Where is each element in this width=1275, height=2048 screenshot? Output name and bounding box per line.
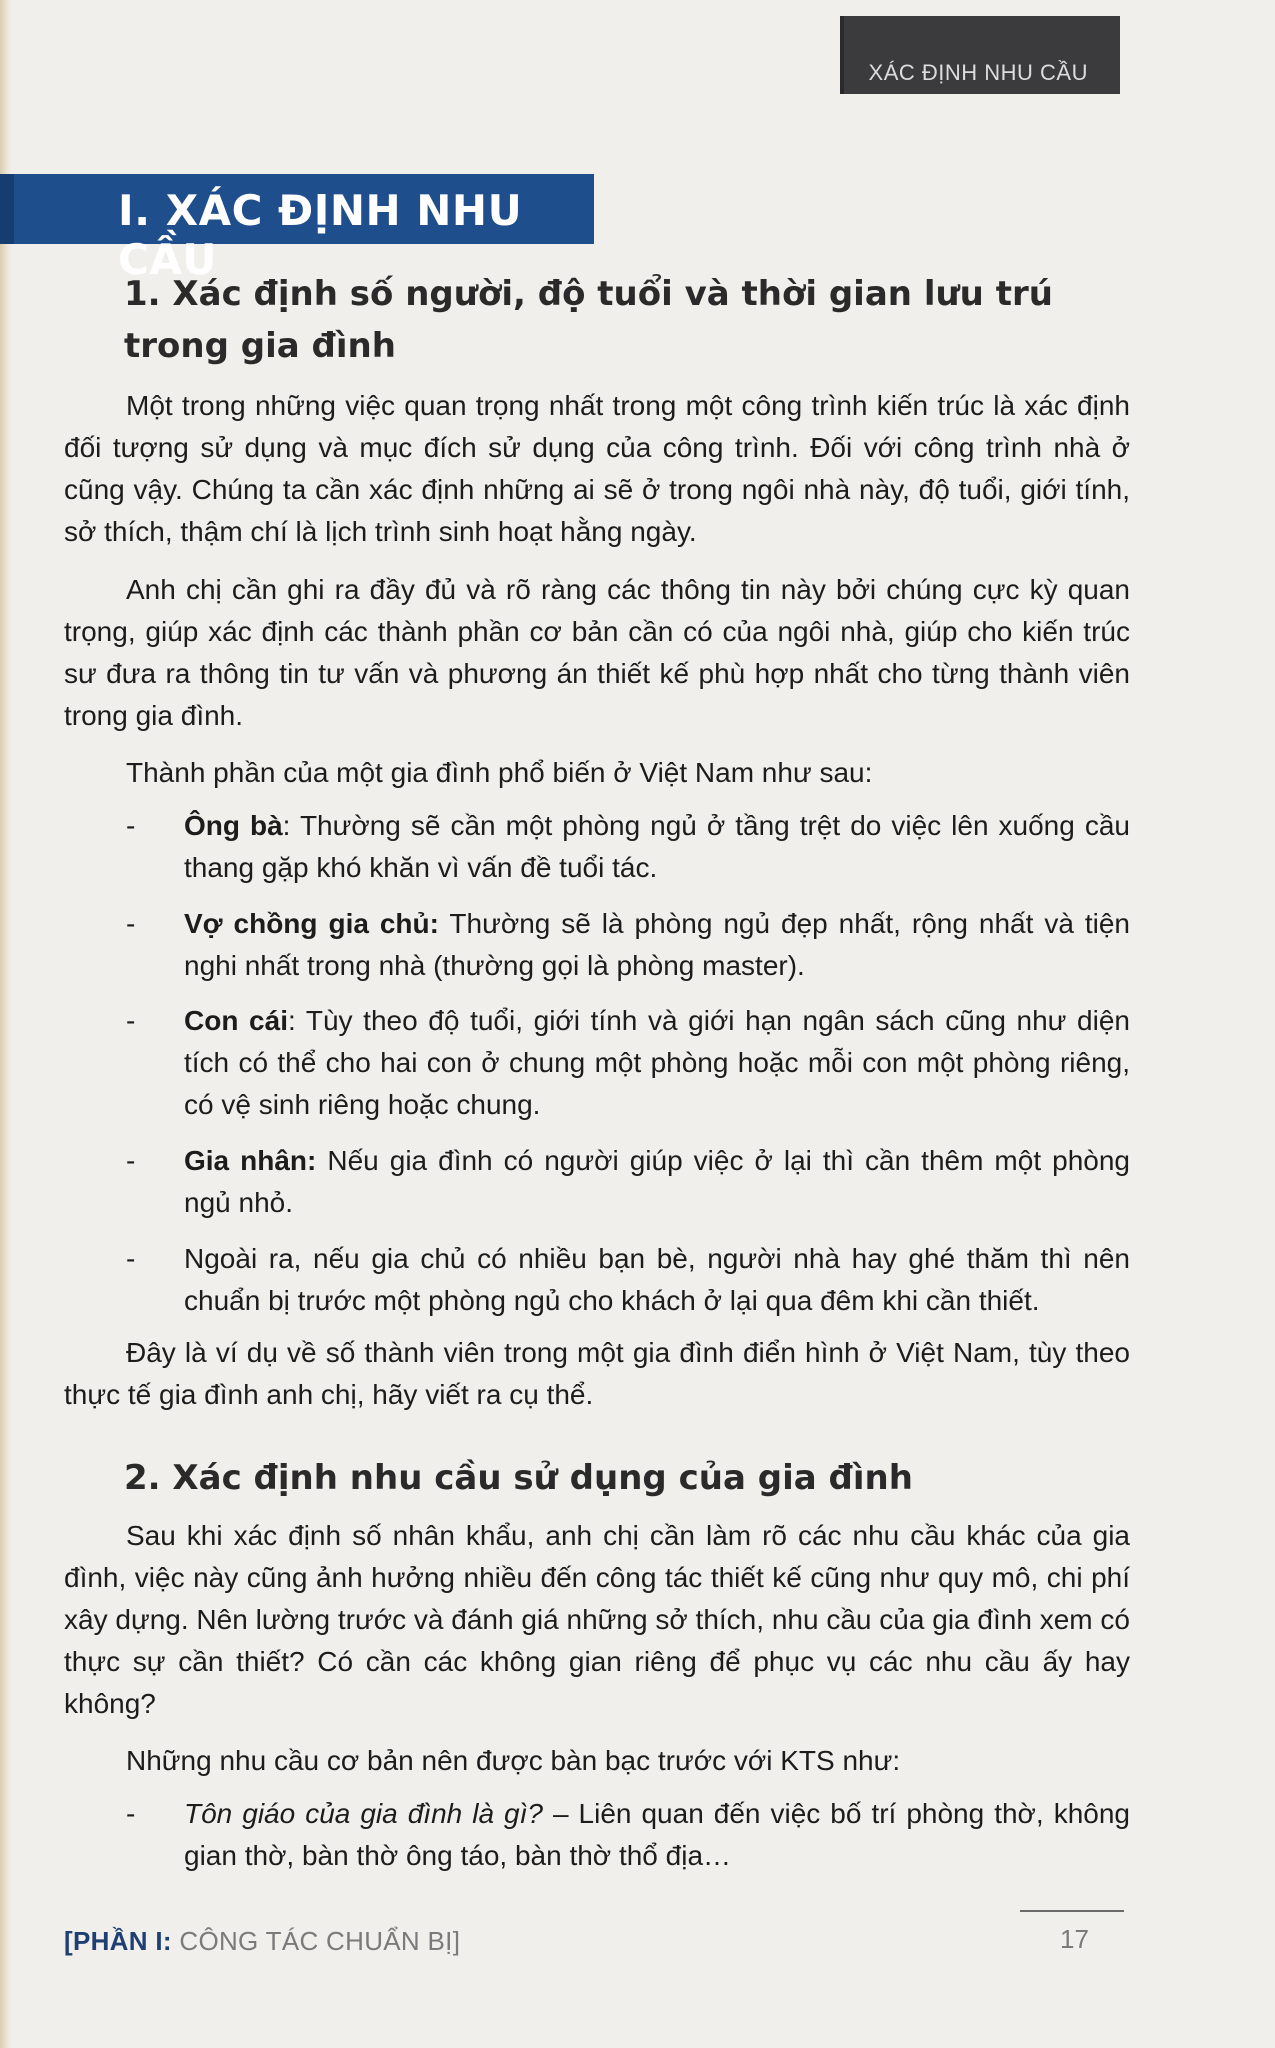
list-item-text: : Thường sẽ cần một phòng ngủ ở tầng trệt do việc lên xuống cầu thang gặp khó khăn vì vấn đề tuổi tác. — [184, 810, 1130, 883]
page-gutter-shadow — [0, 0, 12, 2048]
list-item-text: Nếu gia đình có người giúp việc ở lại thì cần thêm một phòng ngủ nhỏ. — [184, 1145, 1130, 1218]
list-item-term: Ông bà — [184, 810, 283, 841]
heading-2: 2. Xác định nhu cầu sử dụng của gia đình — [124, 1458, 913, 1498]
section-banner — [0, 174, 594, 284]
list-item-text: : Tùy theo độ tuổi, giới tính và giới hạn ngân sách cũng như diện tích có thể cho hai con ở chung một phòng hoặc mỗi con một phòng riêng, có vệ sinh riêng hoặc chung. — [184, 1005, 1130, 1120]
list-dash: - — [126, 1005, 136, 1036]
footer-rule — [1020, 1910, 1124, 1912]
running-header-label: XÁC ĐỊNH NHU CẦU — [868, 60, 1088, 85]
list-dash: - — [126, 1243, 136, 1274]
list-dash: - — [126, 1798, 136, 1829]
list-item — [126, 1000, 1130, 1126]
section-title: I. XÁC ĐỊNH NHU CẦU — [118, 186, 523, 284]
list-dash: - — [126, 810, 136, 841]
list-dash: - — [126, 1145, 136, 1176]
heading-1: 1. Xác định số người, độ tuổi và thời gian lưu trú trong gia đình — [124, 274, 1053, 366]
footer-part: PHẦN I — [72, 1926, 163, 1956]
list-item-text: – Liên quan đến việc bố trí phòng thờ, không gian thờ, bàn thờ ông táo, bàn thờ thổ địa… — [184, 1798, 1130, 1871]
list-item — [126, 805, 1130, 889]
running-header-tab — [840, 16, 1120, 94]
list-item-text: Ngoài ra, nếu gia chủ có nhiều bạn bè, người nhà hay ghé thăm thì nên chuẩn bị trước một phòng ngủ cho khách ở lại qua đêm khi cần thiết. — [184, 1243, 1130, 1316]
footer-part-label — [64, 1926, 460, 1957]
list-item-term: Vợ chồng gia chủ: — [184, 908, 439, 939]
paragraph-3: Thành phần của một gia đình phổ biến ở Việt Nam như sau: — [126, 757, 873, 788]
paragraph-6: Những nhu cầu cơ bản nên được bàn bạc trước với KTS như: — [126, 1745, 901, 1776]
paragraph-5: Sau khi xác định số nhân khẩu, anh chị cần làm rõ các nhu cầu khác của gia đình, việc này cũng ảnh hưởng nhiều đến công tác thiết kế cũng như quy mô, chi phí xây dựng. Nên lường trước và đánh giá những sở thích, nhu cầu của gia đình xem có thực sự cần thiết? Có cần các không gian riêng để phục vụ các nhu cầu ấy hay không? — [64, 1520, 1130, 1719]
list-item-text: Thường sẽ là phòng ngủ đẹp nhất, rộng nhất và tiện nghi nhất trong nhà (thường gọi là phòng master). — [184, 908, 1130, 981]
list-item-question: Tôn giáo của gia đình là gì? — [184, 1798, 543, 1829]
paragraph-4: Đây là ví dụ về số thành viên trong một gia đình điển hình ở Việt Nam, tùy theo thực tế gia đình anh chị, hãy viết ra cụ thể. — [64, 1337, 1130, 1410]
list-item-term: Gia nhân: — [184, 1145, 317, 1176]
list-item — [126, 1793, 1130, 1877]
list-item — [126, 1238, 1130, 1322]
page-number: 17 — [1060, 1924, 1089, 1954]
footer-bracket-open: [ — [64, 1926, 73, 1956]
paragraph-2: Anh chị cần ghi ra đầy đủ và rõ ràng các thông tin này bởi chúng cực kỳ quan trọng, giúp xác định các thành phần cơ bản cần có của ngôi nhà, giúp cho kiến trúc sư đưa ra thông tin tư vấn và phương án thiết kế phù hợp nhất cho từng thành viên trong gia đình. — [64, 574, 1130, 731]
footer-part-title: CÔNG TÁC CHUẨN BỊ] — [171, 1926, 461, 1956]
list-item — [126, 903, 1130, 987]
list-item — [126, 1140, 1130, 1224]
section-banner-strip — [0, 174, 14, 244]
list-dash: - — [126, 908, 136, 939]
paragraph-1: Một trong những việc quan trọng nhất trong một công trình kiến trúc là xác định đối tượng sử dụng và mục đích sử dụng của công trình. Đối với công trình nhà ở cũng vậy. Chúng ta cần xác định những ai sẽ ở trong ngôi nhà này, độ tuổi, giới tính, sở thích, thậm chí là lịch trình sinh hoạt hằng ngày. — [64, 390, 1130, 547]
footer-colon: : — [162, 1926, 172, 1956]
list-item-term: Con cái — [184, 1005, 288, 1036]
